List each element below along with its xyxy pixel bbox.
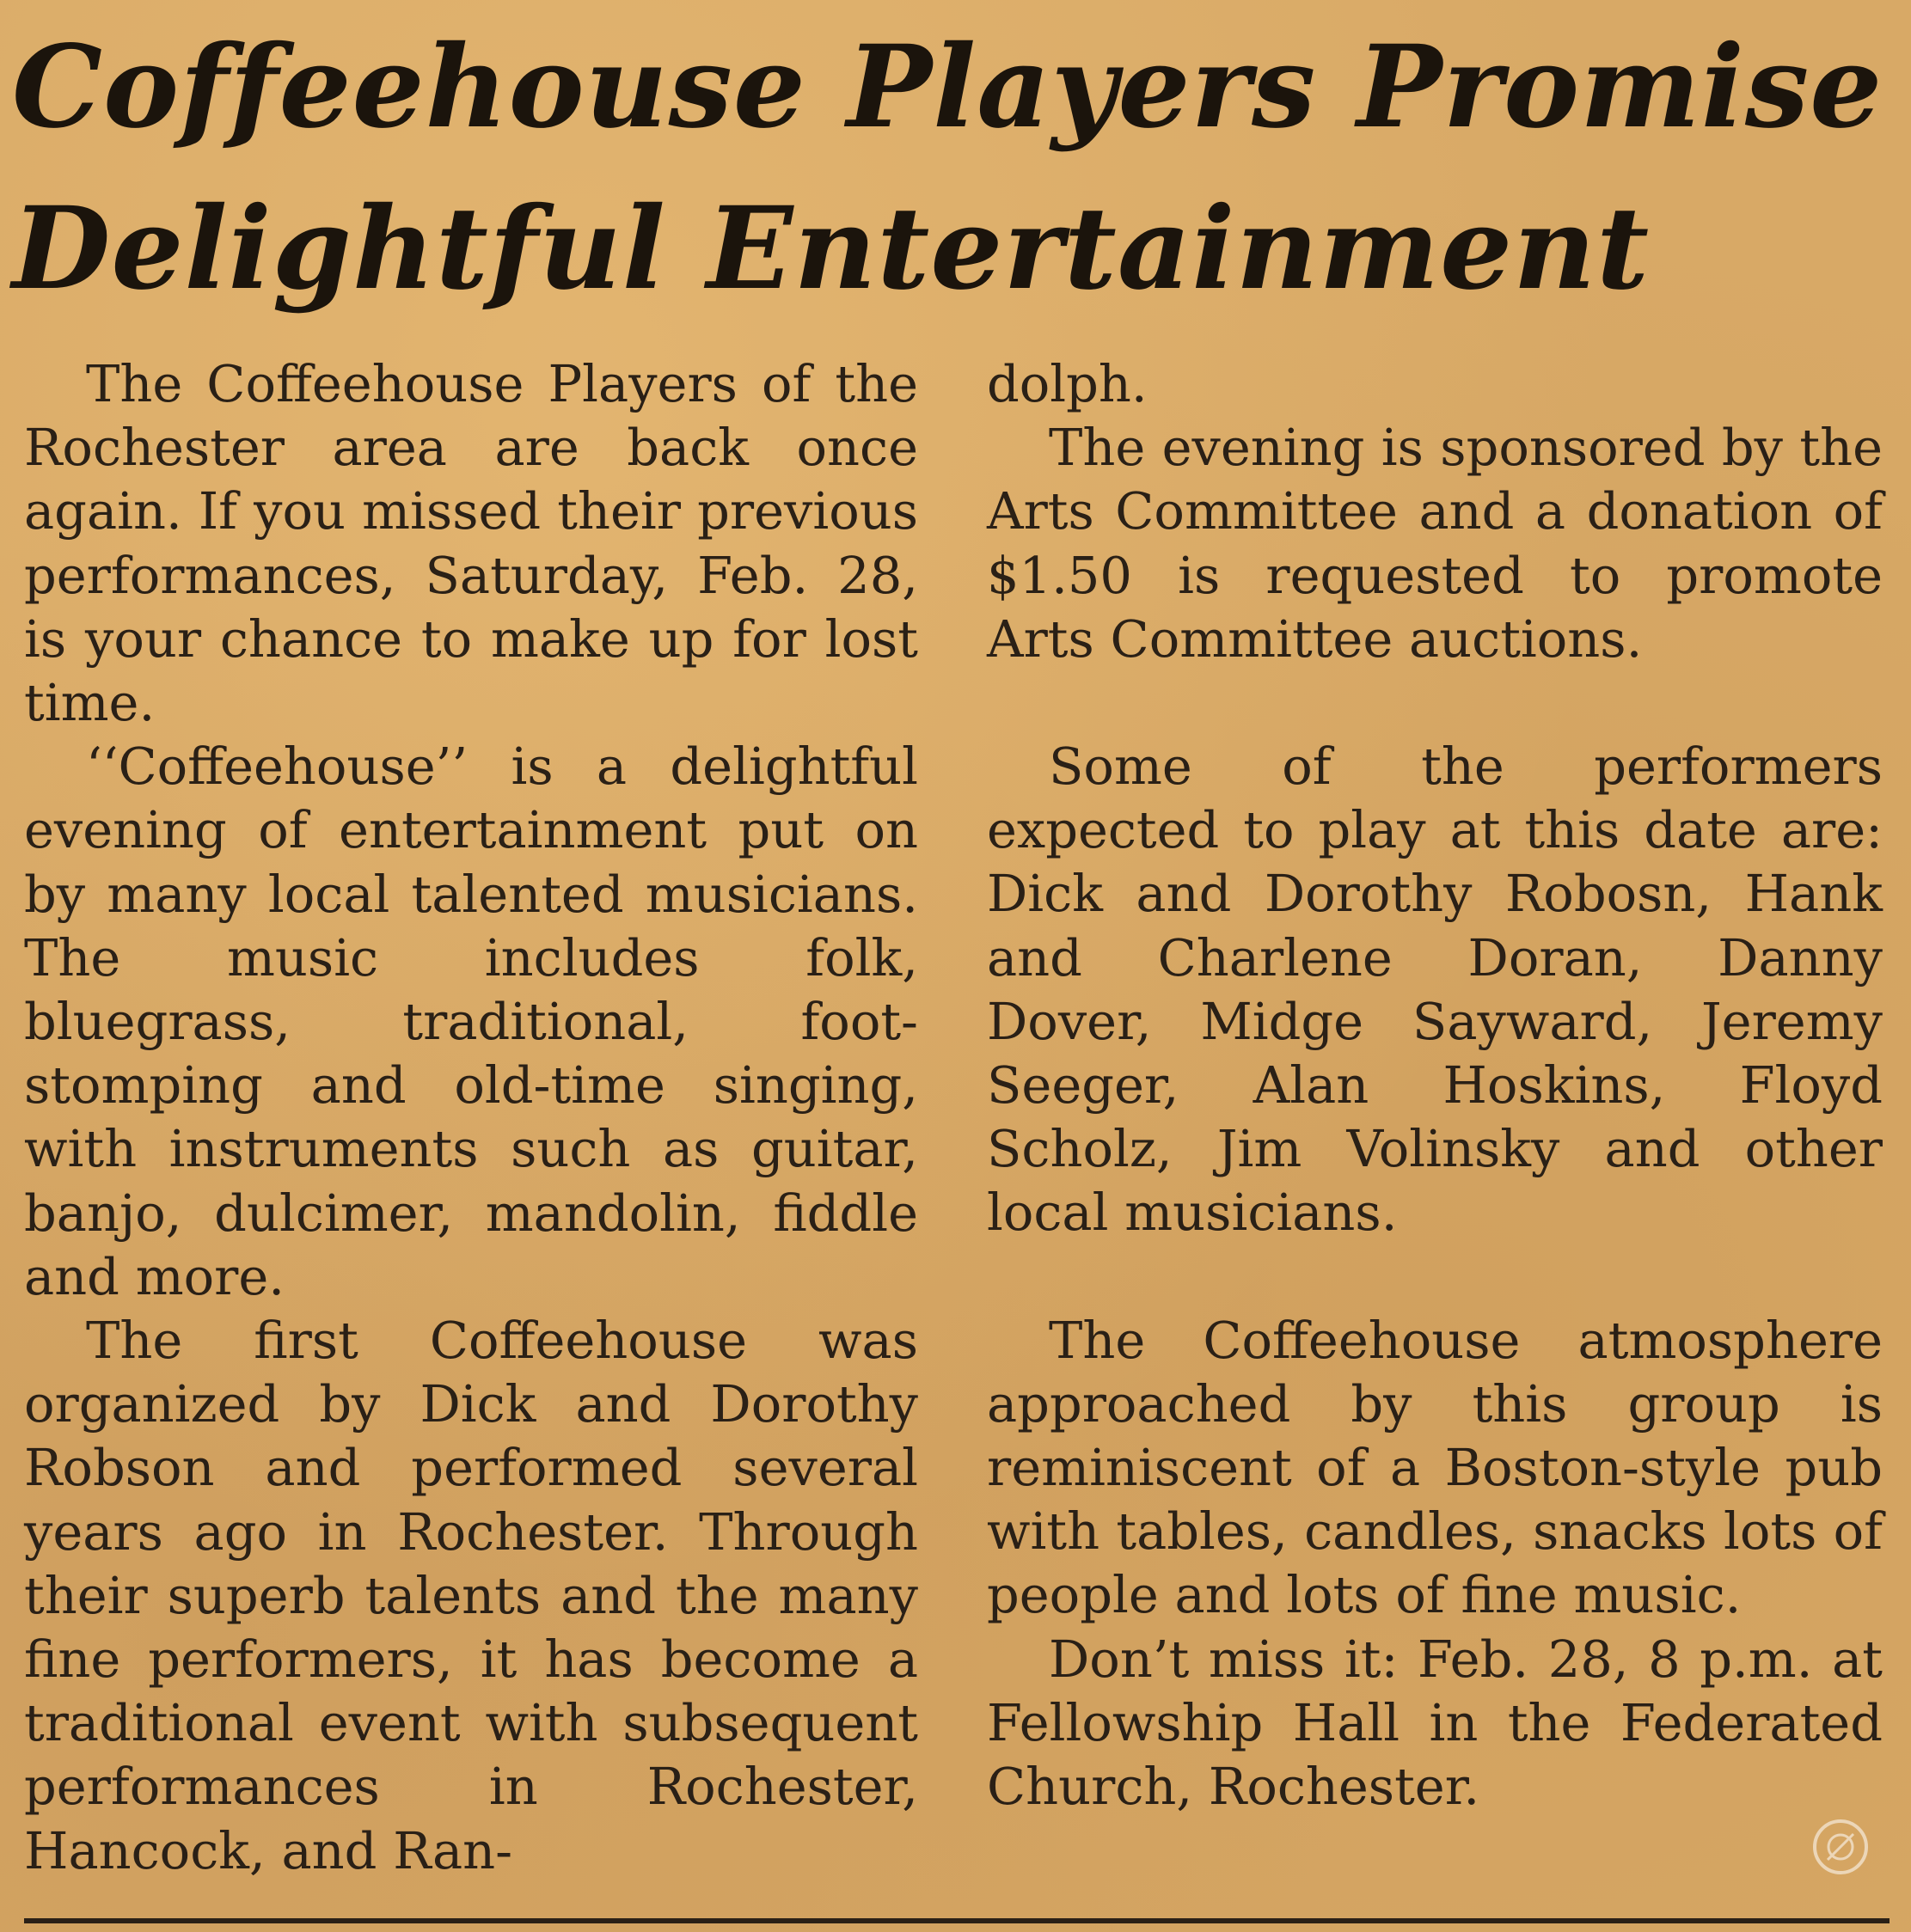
paragraph-history-continued: dolph. <box>987 354 1148 413</box>
article-column-left <box>24 352 918 1883</box>
article-column-right <box>987 352 1883 1819</box>
photographer-watermark-logo <box>1793 1800 1888 1894</box>
headline-line-2: Delightful Entertainment <box>12 182 1651 315</box>
bottom-rule <box>24 1918 1890 1923</box>
paragraph-history: The first Coffeehouse was organized by Dick and Dorothy Robson and performed several years ago in Rochester. Through their superb talents and the many fine performers, it has become a traditional event with subsequent performances in Rochester, Hancock, and Ran- <box>24 1311 918 1880</box>
paragraph-sponsorship: The evening is sponsored by the Arts Committee and a donation of $1.50 is requested to promote Arts Committee auctions. <box>987 418 1883 669</box>
paragraph-performers: Some of the performers expected to play at this date are: Dick and Dorothy Robosn, Hank and Charlene Doran, Danny Dover, Midge Sayward, Jeremy Seeger, Alan Hoskins, Floyd Scholz, Jim Volinsky and other local musicians. <box>987 737 1883 1243</box>
article-headline <box>12 7 1895 330</box>
paragraph-intro: The Coffeehouse Players of the Rochester area are back once again. If you missed their previous performances, Saturday, Feb. 28, is your chance to make up for lost time. <box>24 354 918 733</box>
paragraph-event-details: Don’t miss it: Feb. 28, 8 p.m. at Fellowship Hall in the Federated Church, Rochester. <box>987 1629 1883 1817</box>
paragraph-description: ‘‘Coffeehouse’’ is a delightful evening of entertainment put on by many local talented musicians. The music includes folk, bluegrass, traditional, foot-stomping and old-time singing, with instruments such as guitar, banjo, dulcimer, mandolin, fiddle and more. <box>24 737 918 1306</box>
paragraph-atmosphere: The Coffeehouse atmosphere approached by this group is reminiscent of a Boston-style pub with tables, candles, snacks lots of people and lots of fine music. <box>987 1310 1883 1625</box>
headline-line-1: Coffeehouse Players Promise <box>12 21 1883 154</box>
